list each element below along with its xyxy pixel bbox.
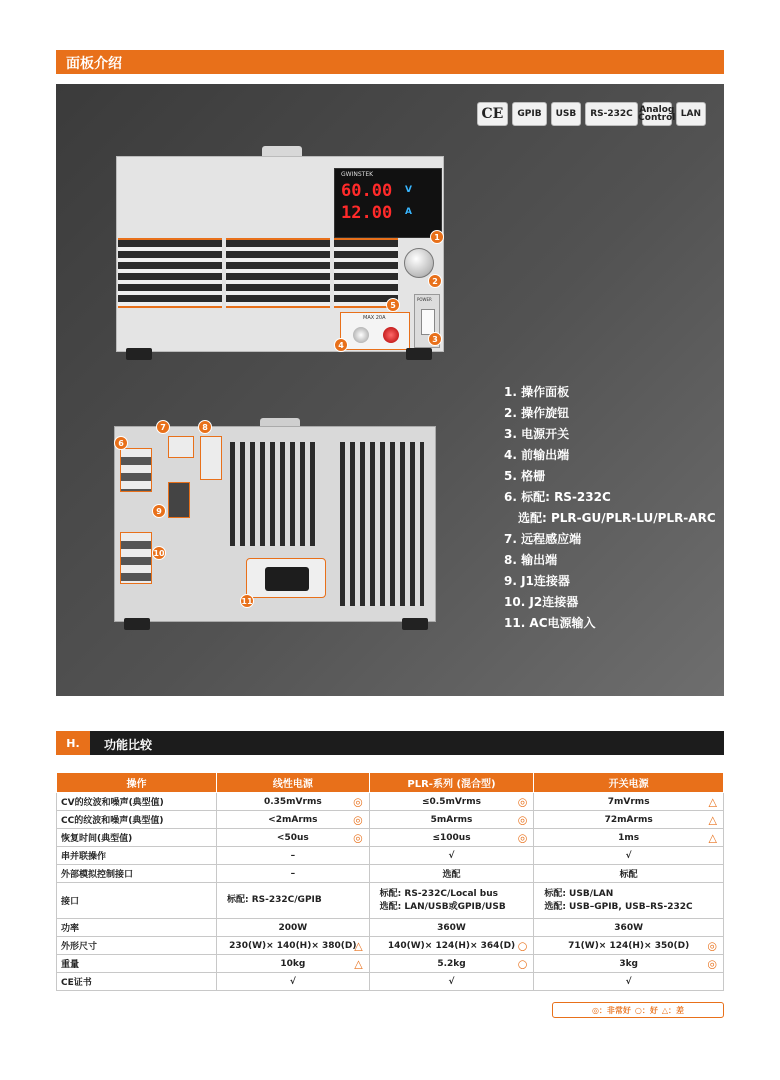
row-label: CC的纹波和噪声(典型值): [57, 811, 217, 829]
cell-col2: [369, 865, 534, 883]
cell-value: 200W: [278, 922, 308, 933]
legend-item: 5. 格栅: [504, 469, 546, 483]
foot-right: [406, 348, 432, 360]
cell-value: 140(W)× 124(H)× 364(D): [387, 940, 516, 951]
callout-5: 5: [386, 298, 400, 312]
cell-value: 5mArms: [430, 814, 473, 825]
cell-col1: [217, 937, 370, 955]
cell-line: 标配: RS-232C/Local bus: [379, 888, 498, 899]
component-legend: [504, 382, 716, 634]
cell-value: √: [448, 976, 455, 987]
table-row: [57, 793, 724, 811]
ce-badge: CE: [477, 102, 509, 126]
table-row: [57, 811, 724, 829]
cell-value: 0.35mVrms: [263, 796, 322, 807]
header-operation: 操作: [57, 773, 217, 793]
cell-col3: [534, 865, 724, 883]
section-header-panel: [56, 50, 724, 74]
cell-value: 选配: [442, 870, 461, 880]
cell-col2: [369, 883, 534, 919]
front-vent-middle: [226, 238, 330, 308]
legend-item: 11. AC电源输入: [504, 616, 596, 630]
cell-col1: [217, 919, 370, 937]
cell-value: 71(W)× 124(H)× 350(D): [568, 940, 690, 951]
section-h-title: 功能比较: [104, 738, 153, 752]
cell-col1: [217, 829, 370, 847]
rating-mark: ◎: [353, 831, 363, 844]
cell-value: √: [625, 976, 632, 987]
cell-value: 1ms: [618, 832, 640, 843]
rating-mark: △: [354, 939, 363, 952]
current-unit: A: [405, 207, 412, 217]
rating-mark: △: [354, 957, 363, 970]
current-readout: 12.00: [341, 203, 393, 223]
section-title: 面板介绍: [66, 56, 122, 72]
table-row: [57, 919, 724, 937]
rating-mark: ◎: [353, 813, 363, 826]
cell-value: 3kg: [619, 958, 639, 969]
table-header-row: [57, 773, 724, 793]
cell-col2: [369, 937, 534, 955]
rating-mark: △: [708, 813, 717, 826]
rear-foot-right: [402, 618, 428, 630]
legend-item: 1. 操作面板: [504, 385, 570, 399]
cell-value: √: [289, 976, 296, 987]
cell-col2: [369, 847, 534, 865]
cell-col1: [217, 955, 370, 973]
legend-item: 6. 标配: RS-232C: [504, 490, 611, 504]
brand-label: GWINSTEK: [341, 171, 374, 178]
rating-mark: △: [708, 831, 717, 844]
cell-value: 360W: [437, 922, 466, 933]
callout-4: 4: [334, 338, 348, 352]
cell-col1: [217, 847, 370, 865]
rear-panel-image: [114, 418, 442, 640]
row-label: 重量: [57, 955, 217, 973]
front-vent-right: [334, 238, 398, 308]
callout-8: 8: [198, 420, 212, 434]
cell-value: –: [290, 868, 296, 879]
callout-1: 1: [430, 230, 444, 244]
legend-item: 9. J1连接器: [504, 574, 570, 588]
row-label: 外部模拟控制接口: [57, 865, 217, 883]
cell-value: –: [290, 850, 296, 861]
rs232c-badge: RS-232C: [585, 102, 638, 126]
table-row: [57, 883, 724, 919]
positive-terminal: [383, 327, 399, 343]
row-label: CE证书: [57, 973, 217, 991]
cell-col3: [534, 919, 724, 937]
legend-item: 2. 操作旋钮: [504, 406, 570, 420]
legend-item: 7. 远程感应端: [504, 532, 582, 546]
cell-col3: [534, 847, 724, 865]
cell-value: √: [448, 850, 455, 861]
lan-badge: LAN: [676, 102, 706, 126]
cell-line: 选配: LAN/USB或GPIB/USB: [379, 901, 506, 912]
j1-connector: [168, 482, 190, 518]
ac-power-inlet: [246, 558, 326, 598]
legend-item: 选配: PLR-GU/PLR-LU/PLR-ARC: [518, 511, 716, 525]
cell-col3: [534, 829, 724, 847]
voltage-unit: V: [405, 185, 412, 195]
rating-mark: ◎: [517, 831, 528, 844]
row-label: 外形尺寸: [57, 937, 217, 955]
cell-line: 选配: USB–GPIB, USB–RS-232C: [544, 901, 693, 912]
rs232-ports: [120, 448, 152, 492]
rating-mark: ○: [517, 957, 528, 970]
rating-legend: [552, 1002, 724, 1018]
j2-ports: [120, 532, 152, 584]
output-terminal: [200, 436, 222, 480]
legend-item: 4. 前输出端: [504, 448, 570, 462]
cell-col1: [217, 865, 370, 883]
rating-mark: ◎: [353, 795, 363, 808]
callout-2: 2: [428, 274, 442, 288]
terminal-label: MAX 20A: [363, 315, 386, 321]
usb-badge: USB: [551, 102, 582, 126]
cell-value: 230(W)× 140(H)× 380(D): [229, 940, 357, 951]
power-label: POWER: [417, 297, 432, 302]
interface-badges: [477, 102, 706, 126]
product-photo-panel: [56, 84, 724, 696]
cell-col1: [217, 793, 370, 811]
rating-mark: ◎: [707, 957, 717, 970]
front-output-terminals: [340, 312, 410, 350]
header-linear: 线性电源: [217, 773, 370, 793]
table-row: [57, 973, 724, 991]
rating-mark: ◎: [517, 813, 528, 826]
rating-mark: ◎: [517, 795, 528, 808]
cell-col3: [534, 811, 724, 829]
legend-item: 8. 输出端: [504, 553, 558, 567]
row-label: 串并联操作: [57, 847, 217, 865]
cell-col3: [534, 973, 724, 991]
section-h-header: [56, 731, 724, 755]
callout-7: 7: [156, 420, 170, 434]
section-letter: H.: [56, 731, 90, 755]
comparison-table: [56, 772, 724, 991]
callout-11: 11: [240, 594, 254, 608]
cell-value: 10kg: [280, 958, 306, 969]
voltage-readout: 60.00: [341, 181, 393, 201]
cell-value: 标配: [619, 870, 638, 880]
cell-line: 标配: RS-232C/GPIB: [227, 895, 322, 905]
rating-mark: ○: [517, 939, 528, 952]
table-row: [57, 937, 724, 955]
row-label: 接口: [57, 883, 217, 919]
rear-vents-middle: [230, 442, 316, 546]
analog-control-badge: Analog Control: [642, 102, 672, 126]
legend-item: 3. 电源开关: [504, 427, 570, 441]
cell-col3: [534, 793, 724, 811]
cell-value: ≤100us: [432, 832, 471, 843]
rating-excellent: ◎：非常好: [591, 1005, 631, 1015]
negative-terminal: [353, 327, 369, 343]
cell-value: 72mArms: [604, 814, 653, 825]
cell-line: 标配: USB/LAN: [544, 888, 614, 899]
rating-mark: ◎: [707, 939, 717, 952]
cell-col3: [534, 883, 724, 919]
cell-col2: [369, 829, 534, 847]
cell-value: 7mVrms: [607, 796, 650, 807]
rating-good: ○：好: [634, 1005, 658, 1015]
table-row: [57, 829, 724, 847]
gpib-badge: GPIB: [512, 102, 546, 126]
cell-value: ≤0.5mVrms: [421, 796, 481, 807]
cell-value: <2mArms: [268, 814, 318, 825]
front-vent-left: [118, 238, 222, 308]
foot-left: [126, 348, 152, 360]
rear-vents-right: [340, 442, 424, 606]
cell-col2: [369, 811, 534, 829]
cell-col3: [534, 937, 724, 955]
rear-foot-left: [124, 618, 150, 630]
legend-item: 10. J2连接器: [504, 595, 579, 609]
cell-col2: [369, 955, 534, 973]
cell-value: 360W: [614, 922, 644, 933]
table-row: [57, 847, 724, 865]
cell-col2: [369, 793, 534, 811]
row-label: CV的纹波和噪声(典型值): [57, 793, 217, 811]
remote-sense-terminal: [168, 436, 194, 458]
rating-poor: △：差: [661, 1005, 685, 1015]
cell-value: 5.2kg: [437, 958, 466, 969]
callout-6: 6: [114, 436, 128, 450]
cell-col1: [217, 811, 370, 829]
ac-socket: [265, 567, 309, 591]
row-label: 功率: [57, 919, 217, 937]
row-label: 恢复时间(典型值): [57, 829, 217, 847]
cell-col2: [369, 973, 534, 991]
callout-3: 3: [428, 332, 442, 346]
table-row: [57, 865, 724, 883]
front-display: [334, 168, 442, 238]
rating-mark: △: [708, 795, 717, 808]
cell-value: <50us: [276, 832, 309, 843]
header-switching: 开关电源: [534, 773, 724, 793]
header-plr: PLR-系列 (混合型): [369, 773, 534, 793]
cell-value: √: [625, 850, 632, 861]
cell-col2: [369, 919, 534, 937]
cell-col3: [534, 955, 724, 973]
table-row: [57, 955, 724, 973]
callout-10: 10: [152, 546, 166, 560]
control-knob: [404, 248, 434, 278]
callout-9: 9: [152, 504, 166, 518]
front-panel-image: [116, 146, 444, 356]
cell-col1: [217, 973, 370, 991]
cell-col1: [217, 883, 370, 919]
